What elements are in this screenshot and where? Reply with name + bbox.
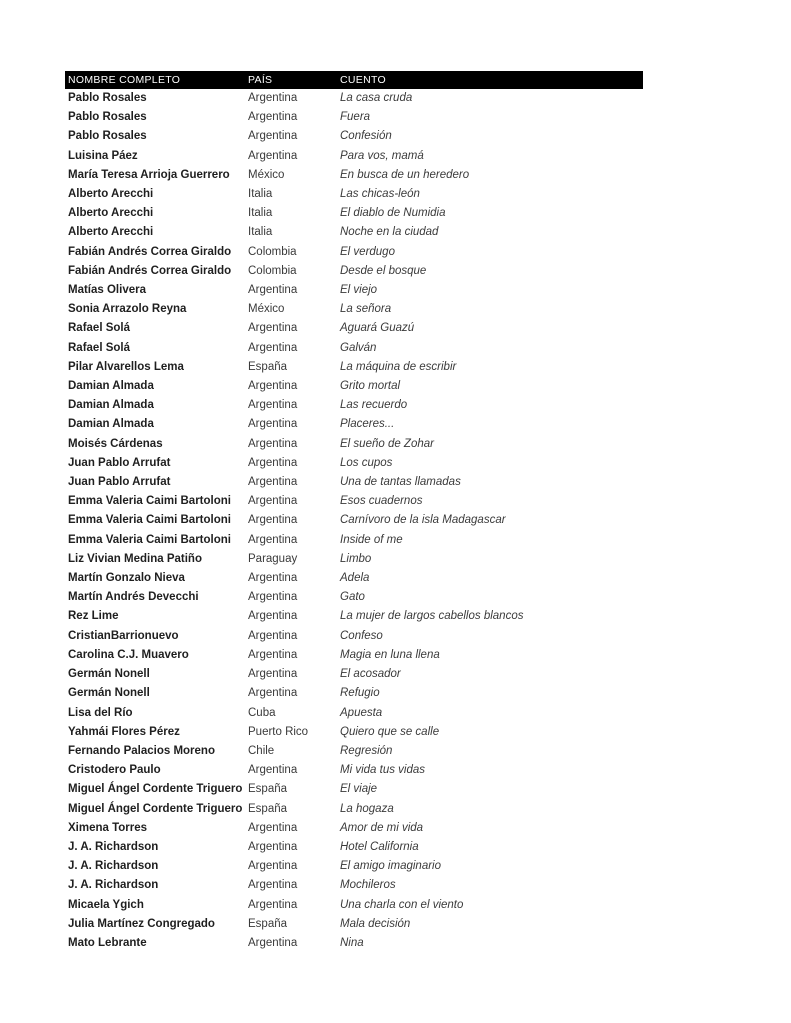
cell-country: Argentina — [248, 322, 298, 335]
table-row — [65, 684, 643, 703]
cell-story-title: Fuera — [340, 111, 371, 124]
cell-story-title: Mala decisión — [340, 917, 411, 930]
table-row — [65, 204, 643, 223]
cell-country: Argentina — [248, 437, 298, 450]
cell-author-name: Alberto Arecchi — [68, 188, 154, 201]
table-row — [65, 435, 643, 454]
cell-story-title: La hogaza — [340, 802, 394, 815]
cell-author-name: Matías Olivera — [68, 284, 146, 297]
cell-author-name: Ximena Torres — [68, 821, 148, 834]
cell-country: España — [248, 783, 288, 796]
table-row — [65, 857, 643, 876]
cell-story-title: Galván — [340, 341, 377, 354]
cell-story-title: Limbo — [340, 552, 372, 565]
cell-author-name: Germán Nonell — [68, 687, 150, 700]
cell-author-name: Micaela Ygich — [68, 898, 144, 911]
cell-author-name: Fernando Palacios Moreno — [68, 744, 215, 757]
cell-country: Argentina — [248, 629, 298, 642]
table-row — [65, 319, 643, 338]
table-row — [65, 588, 643, 607]
cell-country: Argentina — [248, 533, 298, 546]
cell-country: Argentina — [248, 821, 298, 834]
cell-author-name: J. A. Richardson — [68, 860, 159, 873]
cell-story-title: El viaje — [340, 783, 378, 796]
table-row — [65, 819, 643, 838]
table-row — [65, 896, 643, 915]
cell-story-title: Apuesta — [340, 706, 383, 719]
cell-author-name: Emma Valeria Caimi Bartoloni — [68, 514, 231, 527]
cell-author-name: Pablo Rosales — [68, 92, 147, 104]
cell-country: Argentina — [248, 514, 298, 527]
cell-story-title: Mochileros — [340, 879, 396, 892]
table-row — [65, 876, 643, 895]
cell-author-name: J. A. Richardson — [68, 879, 159, 892]
cell-country: Argentina — [248, 476, 298, 489]
table-row — [65, 915, 643, 934]
cell-country: Argentina — [248, 130, 298, 143]
cell-country: Cuba — [248, 706, 276, 719]
cell-author-name: J. A. Richardson — [68, 840, 159, 853]
table-row — [65, 127, 643, 146]
cell-author-name: Liz Vivian Medina Patiño — [68, 552, 202, 565]
cell-author-name: Rafael Solá — [68, 341, 130, 354]
cell-country: Argentina — [248, 341, 298, 354]
cell-story-title: La casa cruda — [340, 92, 413, 104]
cell-country: Chile — [248, 744, 275, 757]
table-row — [65, 89, 643, 108]
cell-story-title: El verdugo — [340, 245, 395, 258]
table-row — [65, 108, 643, 127]
table-row — [65, 704, 643, 723]
table-row — [65, 800, 643, 819]
table-row — [65, 511, 643, 530]
cell-story-title: En busca de un heredero — [340, 168, 470, 181]
table-row — [65, 723, 643, 742]
cell-story-title: Una de tantas llamadas — [340, 476, 461, 489]
cell-author-name: Sonia Arrazolo Reyna — [68, 303, 187, 316]
cell-story-title: El sueño de Zohar — [340, 437, 434, 450]
cell-author-name: Juan Pablo Arrufat — [68, 476, 171, 489]
table-row — [65, 454, 643, 473]
cell-author-name: Lisa del Río — [68, 706, 133, 719]
cell-story-title: La señora — [340, 303, 392, 316]
table-row — [65, 569, 643, 588]
cell-author-name: Mato Lebrante — [68, 936, 147, 949]
cell-country: Argentina — [248, 418, 298, 431]
table-row — [65, 377, 643, 396]
cell-author-name: Alberto Arecchi — [68, 207, 154, 220]
table-row — [65, 646, 643, 665]
cell-story-title: Adela — [340, 572, 370, 585]
cell-story-title: Esos cuadernos — [340, 495, 423, 508]
cell-author-name: Martín Gonzalo Nieva — [68, 572, 185, 585]
cell-country: Italia — [248, 207, 273, 220]
cell-story-title: Para vos, mamá — [340, 149, 424, 162]
cell-country: Argentina — [248, 898, 298, 911]
cell-author-name: Yahmái Flores Pérez — [68, 725, 180, 738]
cell-country: Argentina — [248, 591, 298, 604]
table-row — [65, 531, 643, 550]
cell-story-title: Placeres... — [340, 418, 395, 431]
column-header-cuento: CUENTO — [337, 71, 643, 89]
cell-country: Argentina — [248, 149, 298, 162]
cell-author-name: Cristodero Paulo — [68, 764, 161, 777]
cell-country: Argentina — [248, 610, 298, 623]
cell-country: Colombia — [248, 245, 297, 258]
cell-story-title: Confeso — [340, 629, 383, 642]
cell-story-title: El viejo — [340, 284, 378, 297]
cell-author-name: Emma Valeria Caimi Bartoloni — [68, 495, 231, 508]
cell-country: Paraguay — [248, 552, 298, 565]
cell-country: Argentina — [248, 284, 298, 297]
cell-country: Argentina — [248, 495, 298, 508]
table-row — [65, 627, 643, 646]
cell-country: España — [248, 360, 288, 373]
cell-author-name: Germán Nonell — [68, 668, 150, 681]
cell-country: Argentina — [248, 399, 298, 412]
table-row — [65, 166, 643, 185]
cell-country: España — [248, 917, 288, 930]
cell-story-title: El amigo imaginario — [340, 860, 441, 873]
cell-story-title: Noche en la ciudad — [340, 226, 439, 239]
cell-author-name: Julia Martínez Congregado — [68, 917, 215, 930]
cell-story-title: Refugio — [340, 687, 380, 700]
cell-country: México — [248, 168, 285, 181]
cell-author-name: Damian Almada — [68, 380, 154, 393]
cell-country: Italia — [248, 226, 273, 239]
cell-country: Argentina — [248, 92, 298, 104]
table-row — [65, 358, 643, 377]
cell-country: Italia — [248, 188, 273, 201]
cell-country: Argentina — [248, 456, 298, 469]
cell-author-name: CristianBarrionuevo — [68, 629, 179, 642]
table-row — [65, 742, 643, 761]
table-row — [65, 492, 643, 511]
cell-story-title: Inside of me — [340, 533, 403, 546]
table-body — [65, 89, 643, 953]
table-row — [65, 607, 643, 626]
cell-author-name: Fabián Andrés Correa Giraldo — [68, 264, 232, 277]
table-row — [65, 665, 643, 684]
story-table — [65, 71, 643, 953]
cell-country: Argentina — [248, 840, 298, 853]
cell-story-title: El diablo de Numidia — [340, 207, 446, 220]
cell-author-name: Damian Almada — [68, 399, 154, 412]
cell-story-title: Mi vida tus vidas — [340, 764, 426, 777]
cell-author-name: Martín Andrés Devecchi — [68, 591, 199, 604]
column-header-nombre-completo: NOMBRE COMPLETO — [65, 71, 245, 89]
cell-author-name: Carolina C.J. Muavero — [68, 648, 189, 661]
cell-story-title: Las recuerdo — [340, 399, 408, 412]
cell-author-name: María Teresa Arrioja Guerrero — [68, 168, 230, 181]
cell-story-title: Quiero que se calle — [340, 725, 440, 738]
table-row — [65, 147, 643, 166]
table-row — [65, 550, 643, 569]
cell-story-title: Regresión — [340, 744, 393, 757]
cell-author-name: Pablo Rosales — [68, 130, 147, 143]
cell-country: Argentina — [248, 764, 298, 777]
cell-author-name: Rafael Solá — [68, 322, 130, 335]
cell-author-name: Damian Almada — [68, 418, 154, 431]
cell-country: Argentina — [248, 860, 298, 873]
cell-story-title: Carnívoro de la isla Madagascar — [340, 514, 506, 527]
cell-author-name: Miguel Ángel Cordente Triguero — [68, 783, 243, 796]
table-row — [65, 473, 643, 492]
cell-story-title: Confesión — [340, 130, 392, 143]
table-row — [65, 281, 643, 300]
cell-country: Argentina — [248, 936, 298, 949]
table-row — [65, 934, 643, 953]
table-row — [65, 339, 643, 358]
table-row — [65, 262, 643, 281]
cell-author-name: Moisés Cárdenas — [68, 437, 163, 450]
cell-author-name: Luisina Páez — [68, 149, 138, 162]
cell-country: Puerto Rico — [248, 725, 309, 738]
cell-story-title: Amor de mi vida — [340, 821, 424, 834]
table-row — [65, 780, 643, 799]
cell-story-title: Las chicas-león — [340, 188, 420, 201]
cell-story-title: Nina — [340, 936, 364, 949]
table-row — [65, 185, 643, 204]
cell-country: Argentina — [248, 572, 298, 585]
cell-country: Argentina — [248, 111, 298, 124]
table-row — [65, 415, 643, 434]
cell-country: Argentina — [248, 879, 298, 892]
cell-country: Argentina — [248, 380, 298, 393]
table-header-row — [65, 71, 643, 89]
cell-country: Argentina — [248, 668, 298, 681]
cell-story-title: Desde el bosque — [340, 264, 427, 277]
cell-story-title: Aguará Guazú — [340, 322, 415, 335]
cell-story-title: Grito mortal — [340, 380, 401, 393]
cell-author-name: Fabián Andrés Correa Giraldo — [68, 245, 232, 258]
cell-story-title: Magia en luna llena — [340, 648, 440, 661]
table-row — [65, 838, 643, 857]
cell-story-title: Una charla con el viento — [340, 898, 464, 911]
cell-author-name: Juan Pablo Arrufat — [68, 456, 171, 469]
cell-story-title: La máquina de escribir — [340, 360, 457, 373]
cell-author-name: Alberto Arecchi — [68, 226, 154, 239]
cell-country: Argentina — [248, 687, 298, 700]
cell-author-name: Emma Valeria Caimi Bartoloni — [68, 533, 231, 546]
cell-story-title: Hotel California — [340, 840, 419, 853]
cell-author-name: Miguel Ángel Cordente Triguero — [68, 802, 243, 815]
cell-country: España — [248, 802, 288, 815]
cell-country: México — [248, 303, 285, 316]
table-row — [65, 223, 643, 242]
cell-author-name: Pablo Rosales — [68, 111, 147, 124]
table-row — [65, 396, 643, 415]
cell-story-title: El acosador — [340, 668, 401, 681]
table-row — [65, 243, 643, 262]
cell-country: Argentina — [248, 648, 298, 661]
cell-author-name: Rez Lime — [68, 610, 119, 623]
cell-country: Colombia — [248, 264, 297, 277]
cell-story-title: La mujer de largos cabellos blancos — [340, 610, 524, 623]
table-row — [65, 761, 643, 780]
cell-author-name: Pilar Alvarellos Lema — [68, 360, 184, 373]
cell-story-title: Gato — [340, 591, 365, 604]
column-header-pais: PAÍS — [245, 71, 337, 89]
table-row — [65, 300, 643, 319]
cell-story-title: Los cupos — [340, 456, 393, 469]
